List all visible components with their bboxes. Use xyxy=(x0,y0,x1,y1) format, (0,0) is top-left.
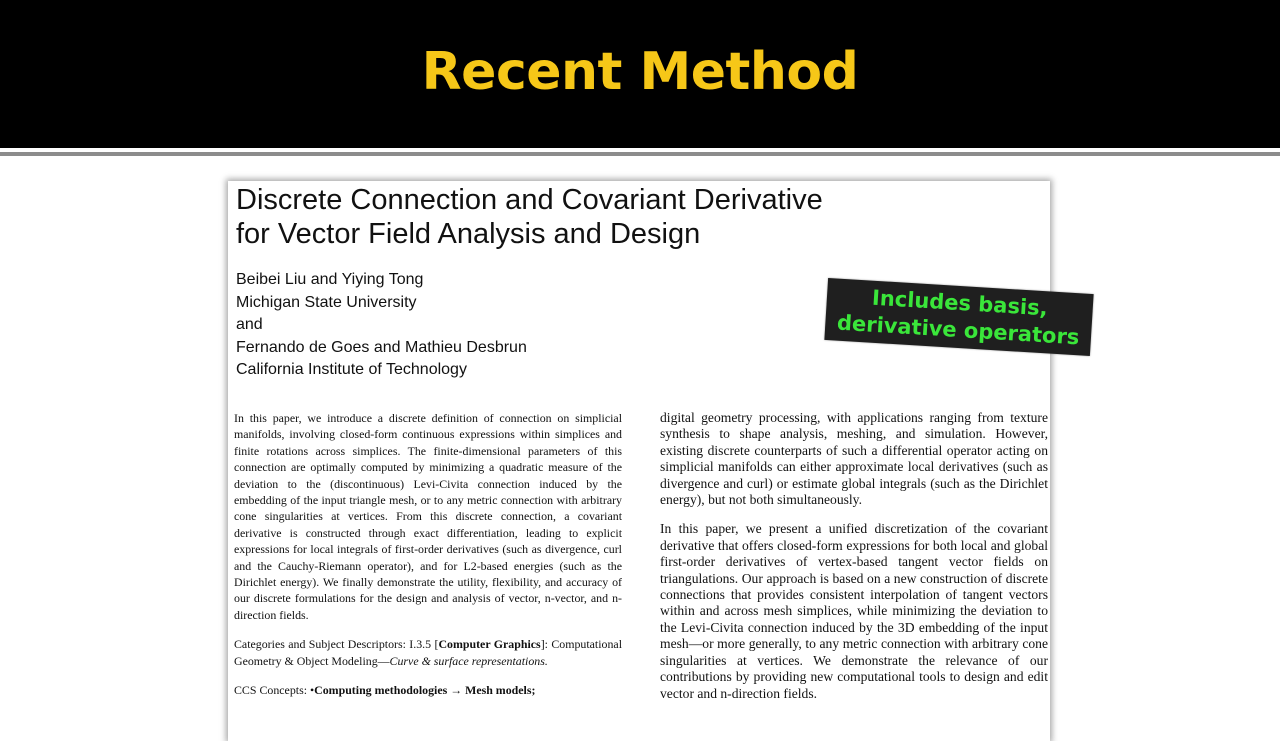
callout-text xyxy=(825,282,1094,352)
callout-line-2: derivative operators xyxy=(836,310,1081,350)
categories-prefix: Categories and Subject Descriptors: I.3.5 [ xyxy=(234,637,439,652)
paper-screenshot xyxy=(228,181,1050,741)
abstract-paragraph: In this paper, we introduce a discrete definition of connection on simplicial manifolds, involving closed-form continuous expressions within simplices and finite rotations across simplices. The finite-dimensional parameters of this connection are optimally computed by minimizing a quadratic measure of the deviation to the (discontinuous) Levi-Civita connection induced by the embedding of the input triangle mesh, or to any metric connection with arbitrary cone singularities at vertices. From this discrete connection, a covariant derivative is constructed through exact differentiation, leading to explicit expressions for local integrals of first-order derivatives (such as divergence, curl and the Cauchy-Riemann operator), and for L2-based energies (such as the Dirichlet energy). We finally demonstrate the utility, flexibility, and accuracy of our discrete formulations for the design and analysis of vector, n-vector, and n-direction fields. xyxy=(234,411,622,622)
affiliation-line: California Institute of Technology xyxy=(236,361,467,378)
slide-title: Recent Method xyxy=(421,42,859,102)
paper-title-line-2: for Vector Field Analysis and Design xyxy=(236,218,701,250)
categories-italic: Curve & surface representations. xyxy=(389,653,548,668)
affiliation-line: Michigan State University xyxy=(236,293,417,311)
paper-title-line-1: Discrete Connection and Covariant Derivative xyxy=(236,184,823,216)
ccs-bold: Computing methodologies → Mesh models; xyxy=(314,683,536,698)
author-line: Beibei Liu and Yiying Tong xyxy=(236,271,424,288)
intro-paragraph-2: In this paper, we present a unified discretization of the covariant derivative that offers closed-form expressions for both local and global first-order derivatives of vertex-based tangent vector fields on triangulations. Our approach is based on a new construction of discrete connections that provides consistent interpolation of tangent vectors within and across mesh simplices, while minimizing the deviation to the Levi-Civita connection induced by the 3D embedding of the input mesh—or more generally, to any metric connection with arbitrary cone singularities at vertices. We demonstrate the relevance of our contributions by providing new computational tools to design and edit vector and n-direction fields. xyxy=(660,521,1048,701)
paper-authors xyxy=(236,269,736,382)
categories-mid: ]: Computational Geometry & Object Modeling— xyxy=(234,637,623,668)
ccs-paragraph xyxy=(234,682,622,698)
right-column xyxy=(660,410,1048,702)
intro-paragraph-1: digital geometry processing, with applications ranging from texture synthesis to shape analysis, meshing, and simulation. However, existing discrete counterparts of such a differential operator acting on simplicial manifolds can either approximate local derivatives (such as divergence and curl) or estimate global integrals (such as the Dirichlet energy), but not both simultaneously. xyxy=(660,410,1048,508)
paper-title xyxy=(236,183,1036,251)
callout-line-1: Includes basis, xyxy=(871,285,1049,321)
author-line: Fernando de Goes and Mathieu Desbrun xyxy=(236,338,527,356)
categories-paragraph xyxy=(234,636,622,669)
left-column xyxy=(234,410,622,699)
categories-bold: Computer Graphics xyxy=(438,637,541,652)
conjunction-line: and xyxy=(236,316,263,333)
title-divider-gray xyxy=(0,152,1280,156)
ccs-prefix: CCS Concepts: • xyxy=(234,683,315,698)
